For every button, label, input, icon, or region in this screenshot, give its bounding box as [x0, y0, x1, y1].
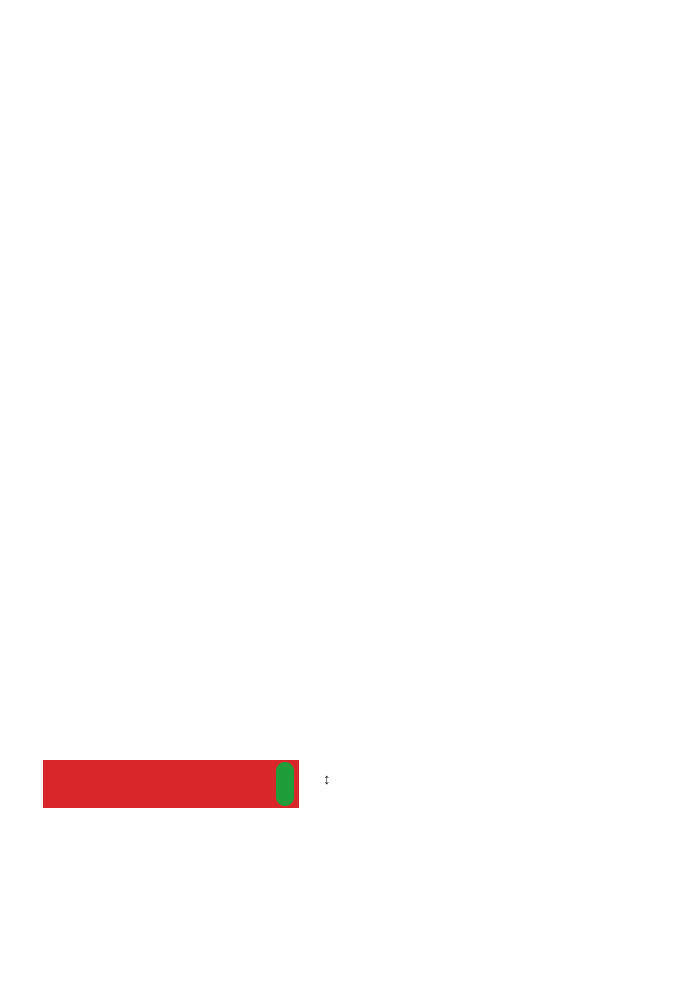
switch10-highlight — [276, 762, 294, 806]
pointer-arrows — [40, 808, 300, 878]
big-updown-arrow: ↕ — [323, 771, 331, 788]
fun-off-line — [42, 380, 58, 394]
large-dip-switch — [43, 760, 299, 808]
fun-on-line — [42, 631, 72, 645]
